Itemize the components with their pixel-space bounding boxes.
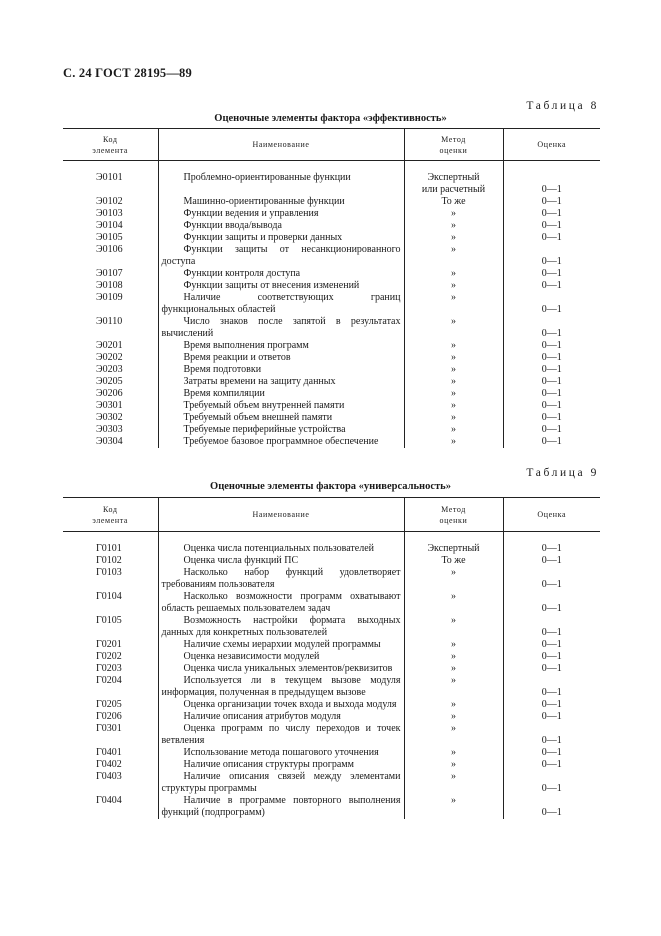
evaluation-score: 0—1 <box>541 196 562 207</box>
table-row <box>63 532 600 556</box>
evaluation-method: » <box>451 567 456 578</box>
element-name: Наличие описания связей между элементами структуры программы <box>161 771 401 794</box>
evaluation-score: 0—1 <box>541 651 562 662</box>
evaluation-score: 0—1 <box>541 699 562 710</box>
element-name: Наличие в программе повторного выполнения функций (подпрограмм) <box>161 795 401 818</box>
element-code: Э0203 <box>96 364 123 375</box>
table-row <box>63 759 600 771</box>
table9-label: Таблица 9 <box>526 467 599 479</box>
evaluation-method: » <box>451 747 456 758</box>
element-name: Функции защиты от внесения изменений <box>183 280 360 291</box>
table-row <box>63 591 600 615</box>
column-header-score-text: Оценка <box>537 140 567 149</box>
evaluation-method: » <box>451 771 456 782</box>
evaluation-score: 0—1 <box>541 543 562 554</box>
evaluation-method: » <box>451 364 456 375</box>
element-code: Э0105 <box>96 232 123 243</box>
element-code: Э0205 <box>96 376 123 387</box>
element-name: Время компиляции <box>183 388 265 399</box>
evaluation-method: » <box>451 244 456 255</box>
evaluation-method: » <box>451 220 456 231</box>
column-header-name-text: Наименование <box>252 510 310 519</box>
column-header-code-text: Код элемента <box>92 504 129 525</box>
column-header-code <box>63 498 158 532</box>
page-header: С. 24 ГОСТ 28195—89 <box>63 66 192 80</box>
evaluation-score: 0—1 <box>541 400 562 411</box>
element-code: Г0201 <box>96 639 122 650</box>
element-code: Г0204 <box>96 675 122 686</box>
table-row <box>63 651 600 663</box>
table-row <box>63 747 600 759</box>
element-name: Функции защиты и проверки данных <box>183 232 343 243</box>
table-row <box>63 292 600 316</box>
table8-body <box>63 161 600 449</box>
evaluation-method: » <box>451 316 456 327</box>
column-header-code <box>63 129 158 161</box>
evaluation-score: 0—1 <box>541 807 562 818</box>
element-name: Требуемый объем внешней памяти <box>183 412 333 423</box>
evaluation-score: 0—1 <box>541 555 562 566</box>
element-code: Э0304 <box>96 436 123 447</box>
table-row <box>63 436 600 448</box>
column-header-method-text: Метод оценки <box>439 134 468 155</box>
column-header-name <box>158 498 404 532</box>
evaluation-method: » <box>451 400 456 411</box>
evaluation-score: 0—1 <box>541 232 562 243</box>
evaluation-score: 0—1 <box>541 579 562 590</box>
element-name: Насколько возможности программ охватывают область решаемых пользователем задач <box>161 591 401 614</box>
table-row <box>63 412 600 424</box>
evaluation-score: 0—1 <box>541 735 562 746</box>
element-name: Наличие схемы иерархии модулей программы <box>183 639 381 650</box>
element-name: Требуемый объем внутренней памяти <box>183 400 345 411</box>
evaluation-score: 0—1 <box>541 268 562 279</box>
element-code: Г0301 <box>96 723 122 734</box>
element-name: Оценка независимости модулей <box>183 651 320 662</box>
evaluation-score: 0—1 <box>541 711 562 722</box>
evaluation-method: » <box>451 376 456 387</box>
element-name: Требуемое базовое программное обеспечение <box>183 436 379 447</box>
element-name: Возможность настройки формата выходных данных для конкретных пользователей <box>161 615 401 638</box>
column-header-score-text: Оценка <box>537 510 567 519</box>
evaluation-method: » <box>451 615 456 626</box>
table-row <box>63 388 600 400</box>
element-code: Э0108 <box>96 280 123 291</box>
element-name: Время реакции и ответов <box>183 352 291 363</box>
element-code: Э0106 <box>96 244 123 255</box>
element-name: Функции ведения и управления <box>183 208 319 219</box>
element-name: Функции ввода/вывода <box>183 220 282 231</box>
element-name: Машинно-ориентированные функции <box>183 196 345 207</box>
evaluation-score: 0—1 <box>541 364 562 375</box>
table-row <box>63 711 600 723</box>
table-row <box>63 663 600 675</box>
table-row <box>63 639 600 651</box>
table8 <box>63 128 600 448</box>
element-name: Проблемно-ориентированные функции <box>183 172 351 183</box>
evaluation-method: » <box>451 795 456 806</box>
evaluation-score: 0—1 <box>541 687 562 698</box>
evaluation-method: Экспертный <box>427 543 480 554</box>
evaluation-method: » <box>451 412 456 423</box>
table-row <box>63 555 600 567</box>
column-header-score <box>503 498 600 532</box>
table8-title: Оценочные элементы фактора «эффективность» <box>214 113 447 124</box>
evaluation-score: 0—1 <box>541 627 562 638</box>
element-code: Э0101 <box>96 172 123 183</box>
element-code: Г0203 <box>96 663 122 674</box>
element-code: Э0110 <box>96 316 123 327</box>
element-code: Э0302 <box>96 412 123 423</box>
evaluation-method: » <box>451 675 456 686</box>
element-code: Г0104 <box>96 591 122 602</box>
evaluation-method: » <box>451 352 456 363</box>
evaluation-method: » <box>451 699 456 710</box>
element-code: Э0107 <box>96 268 123 279</box>
table-row <box>63 400 600 412</box>
evaluation-score: 0—1 <box>541 220 562 231</box>
element-name: Оценка организации точек входа и выхода модуля <box>183 699 397 710</box>
evaluation-method: » <box>451 424 456 435</box>
element-name: Затраты времени на защиту данных <box>183 376 336 387</box>
evaluation-score: 0—1 <box>541 412 562 423</box>
evaluation-score: 0—1 <box>541 639 562 650</box>
evaluation-score: 0—1 <box>541 208 562 219</box>
column-header-method <box>404 498 503 532</box>
element-code: Э0109 <box>96 292 123 303</box>
evaluation-method: Экспертный или расчетный <box>421 172 486 195</box>
element-name: Используется ли в текущем вызове модуля информация, полученная в предыдущем вызове <box>161 675 401 698</box>
element-name: Оценка числа потенциальных пользователей <box>183 543 375 554</box>
element-code: Г0404 <box>96 795 122 806</box>
element-code: Э0206 <box>96 388 123 399</box>
evaluation-score: 0—1 <box>541 304 562 315</box>
evaluation-score: 0—1 <box>541 184 562 195</box>
evaluation-method: » <box>451 436 456 447</box>
element-name: Функции защиты от несанкционированного доступа <box>161 244 401 267</box>
evaluation-score: 0—1 <box>541 256 562 267</box>
table-row <box>63 771 600 795</box>
evaluation-method: То же <box>441 555 466 566</box>
element-code: Э0301 <box>96 400 123 411</box>
table9-title: Оценочные элементы фактора «универсальность» <box>210 481 451 492</box>
evaluation-score: 0—1 <box>541 759 562 770</box>
element-code: Э0303 <box>96 424 123 435</box>
element-name: Наличие описания структуры программ <box>183 759 354 770</box>
evaluation-method: » <box>451 639 456 650</box>
table-row <box>63 244 600 268</box>
element-code: Э0104 <box>96 220 123 231</box>
element-code: Г0101 <box>96 543 122 554</box>
element-code: Э0201 <box>96 340 123 351</box>
table-row <box>63 364 600 376</box>
table-row <box>63 424 600 436</box>
element-name: Насколько набор функций удовлетворяет требованиям пользователя <box>161 567 401 590</box>
element-code: Э0202 <box>96 352 123 363</box>
element-code: Э0102 <box>96 196 123 207</box>
table-row <box>63 232 600 244</box>
table-row <box>63 220 600 232</box>
evaluation-score: 0—1 <box>541 388 562 399</box>
evaluation-score: 0—1 <box>541 603 562 614</box>
evaluation-method: » <box>451 340 456 351</box>
evaluation-score: 0—1 <box>541 280 562 291</box>
column-header-method <box>404 129 503 161</box>
element-name: Оценка числа уникальных элементов/реквизитов <box>183 663 393 674</box>
element-code: Г0205 <box>96 699 122 710</box>
element-code: Э0103 <box>96 208 123 219</box>
evaluation-score: 0—1 <box>541 663 562 674</box>
evaluation-method: » <box>451 388 456 399</box>
evaluation-method: » <box>451 651 456 662</box>
evaluation-score: 0—1 <box>541 352 562 363</box>
evaluation-method: » <box>451 280 456 291</box>
evaluation-method: » <box>451 268 456 279</box>
element-name: Оценка программ по числу переходов и точек ветвления <box>161 723 401 746</box>
evaluation-score: 0—1 <box>541 747 562 758</box>
table9 <box>63 497 600 819</box>
element-name: Функции контроля доступа <box>183 268 301 279</box>
evaluation-score: 0—1 <box>541 340 562 351</box>
column-header-method-text: Метод оценки <box>439 504 468 525</box>
element-name: Время выполнения программ <box>183 340 309 351</box>
element-code: Г0402 <box>96 759 122 770</box>
element-code: Г0103 <box>96 567 122 578</box>
table-row <box>63 795 600 819</box>
evaluation-score: 0—1 <box>541 376 562 387</box>
element-code: Г0105 <box>96 615 122 626</box>
column-header-code-text: Код элемента <box>92 134 129 155</box>
element-code: Г0202 <box>96 651 122 662</box>
table-row <box>63 268 600 280</box>
column-header-name <box>158 129 404 161</box>
evaluation-score: 0—1 <box>541 424 562 435</box>
table8-label: Таблица 8 <box>526 100 599 112</box>
table-row <box>63 340 600 352</box>
table-row <box>63 376 600 388</box>
evaluation-method: » <box>451 591 456 602</box>
table-row <box>63 567 600 591</box>
element-name: Число знаков после запятой в результатах вычислений <box>161 316 401 339</box>
evaluation-method: » <box>451 723 456 734</box>
evaluation-score: 0—1 <box>541 328 562 339</box>
table-row <box>63 280 600 292</box>
table-row <box>63 161 600 197</box>
column-header-score <box>503 129 600 161</box>
table-row <box>63 352 600 364</box>
evaluation-score: 0—1 <box>541 436 562 447</box>
element-code: Г0206 <box>96 711 122 722</box>
table-row <box>63 316 600 340</box>
evaluation-method: » <box>451 292 456 303</box>
evaluation-method: » <box>451 759 456 770</box>
element-name: Оценка числа функций ПС <box>183 555 299 566</box>
element-name: Требуемые периферийные устройства <box>183 424 346 435</box>
evaluation-method: » <box>451 663 456 674</box>
table-row <box>63 196 600 208</box>
table9-body <box>63 532 600 820</box>
table-row <box>63 675 600 699</box>
evaluation-score: 0—1 <box>541 783 562 794</box>
element-name: Наличие описания атрибутов модуля <box>183 711 341 722</box>
element-name: Наличие соответствующих границ функциональных областей <box>161 292 401 315</box>
table-row <box>63 208 600 220</box>
table-row <box>63 699 600 711</box>
element-code: Г0403 <box>96 771 122 782</box>
element-code: Г0401 <box>96 747 122 758</box>
table-row <box>63 615 600 639</box>
evaluation-method: То же <box>441 196 466 207</box>
column-header-name-text: Наименование <box>252 140 310 149</box>
element-name: Использование метода пошагового уточнения <box>183 747 379 758</box>
table-row <box>63 723 600 747</box>
evaluation-method: » <box>451 208 456 219</box>
evaluation-method: » <box>451 711 456 722</box>
element-code: Г0102 <box>96 555 122 566</box>
evaluation-method: » <box>451 232 456 243</box>
element-name: Время подготовки <box>183 364 262 375</box>
